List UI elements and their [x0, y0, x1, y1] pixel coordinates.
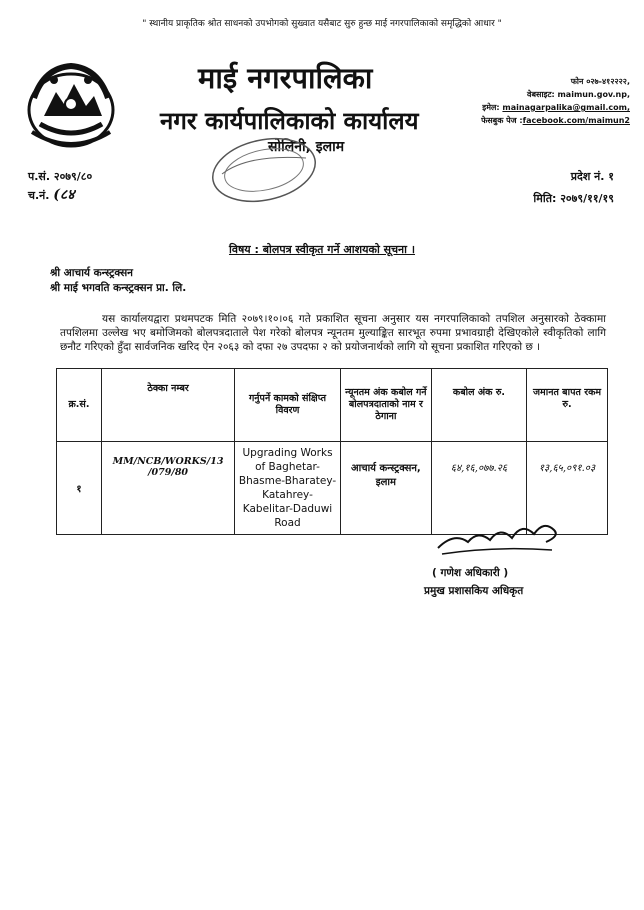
website-label: वेबसाइट:: [527, 90, 555, 99]
signer-block: [424, 564, 523, 600]
header-deposit: जमानत बापत रकम रु.: [527, 369, 608, 442]
header-amount: कबोल अंक रु.: [431, 369, 526, 442]
dispatch-row: [28, 186, 92, 205]
table-header-row: [57, 369, 608, 442]
phone-text: फोन ०२७-४१२२२२,: [570, 77, 630, 86]
office-stamp-icon: [208, 134, 320, 206]
facebook-row: [481, 114, 630, 127]
notice-body: यस कार्यालयद्वारा प्रथमपटक मिति २०७९।१०।०६ गते प्रकाशित सूचना अनुसार यस नगरपालिकाको तपशिल अनुसारको ठेक्कामा तपशिलमा उल्लेख भए बमोजिमको बोलपत्रदाताले पेश गरेको बोलपत्र न्यूनतम मुल्याङ्कित सारभूत रुपमा प्रभावग्राही देखिएकोले स्वीकृतिको लागि छनौट गरिएको हुँदा सार्वजनिक खरिद ऐन २०६३ को दफा २७ उपदफा २ को प्रयोजनार्थको लागि यो सूचना प्रकाशित गरिएको छ ।: [60, 313, 606, 353]
header-contract-no: ठेक्का नम्बर: [101, 369, 234, 442]
office-location: सोलिनी, इलाम: [268, 139, 345, 155]
recipient-item: श्री आचार्य कन्स्ट्रक्सन: [50, 267, 133, 279]
signature-icon: [434, 512, 564, 560]
dispatch-number: (८४: [53, 187, 75, 203]
subject-text: विषय : बोलपत्र स्वीकृत गर्ने आशयको सूचना ।: [228, 243, 416, 256]
contract-table: [56, 368, 608, 535]
email-link[interactable]: mainagarpalika@gmail.com,: [502, 103, 630, 112]
website-row: [481, 88, 630, 101]
nepal-emblem-icon: [24, 58, 118, 152]
cell-amount: ६४,१६,०७७.२६: [431, 442, 526, 535]
page-title: माई नगरपालिका: [198, 61, 373, 95]
cell-bidder: आचार्य कन्स्ट्रक्सन, इलाम: [340, 442, 431, 535]
website-link[interactable]: maimun.gov.np,: [557, 90, 630, 99]
header-bidder: न्यूनतम अंक कबोल गर्ने बोलपत्रदाताको नाम र ठेगाना: [340, 369, 431, 442]
cell-work: Upgrading Works of Baghetar-Bhasme-Bharatey-Katahrey-Kabelitar-Daduwi Road: [235, 442, 341, 535]
email-label: इमेल:: [482, 103, 500, 112]
letter-date: मिति: २०७९/११/१९: [533, 192, 614, 205]
date-block: [533, 166, 614, 210]
reference-block: [28, 168, 92, 205]
motto: " स्थानीय प्राकृतिक श्रोत साधनको उपभोगको सुख्वात यसैबाट सुरु हुन्छ माई नगरपालिकाको समृद्धिको आधार ": [142, 19, 502, 29]
facebook-label: फेसबुक पेज :: [481, 116, 523, 125]
recipients: [50, 266, 186, 296]
cell-contract-no: MM/NCB/WORKS/13 /079/80: [101, 442, 234, 535]
header-work: गर्नुपर्ने कामको संक्षिप्त विवरण: [235, 369, 341, 442]
recipient-item: श्री माई भगवति कन्स्ट्रक्सन प्रा. लि.: [50, 282, 187, 294]
signer-name: ( गणेश अधिकारी ): [432, 567, 509, 579]
email-row: [481, 101, 630, 114]
header-sn: क्र.सं.: [57, 369, 102, 442]
facebook-link[interactable]: facebook.com/maimun2: [522, 116, 630, 125]
dispatch-label: च.नं.: [28, 189, 50, 202]
cell-deposit: १३,६५,०९१.०३: [527, 442, 608, 535]
cell-sn: १: [57, 442, 102, 535]
signer-title: प्रमुख प्रशासकिय अधिकृत: [424, 585, 524, 597]
reference-number: प.सं. २०७९/८०: [28, 170, 93, 183]
subject-line: [0, 242, 644, 257]
contact-block: [481, 75, 630, 127]
province-text: प्रदेश नं. १: [570, 170, 614, 183]
office-name: नगर कार्यपालिकाको कार्यालय: [160, 107, 419, 135]
